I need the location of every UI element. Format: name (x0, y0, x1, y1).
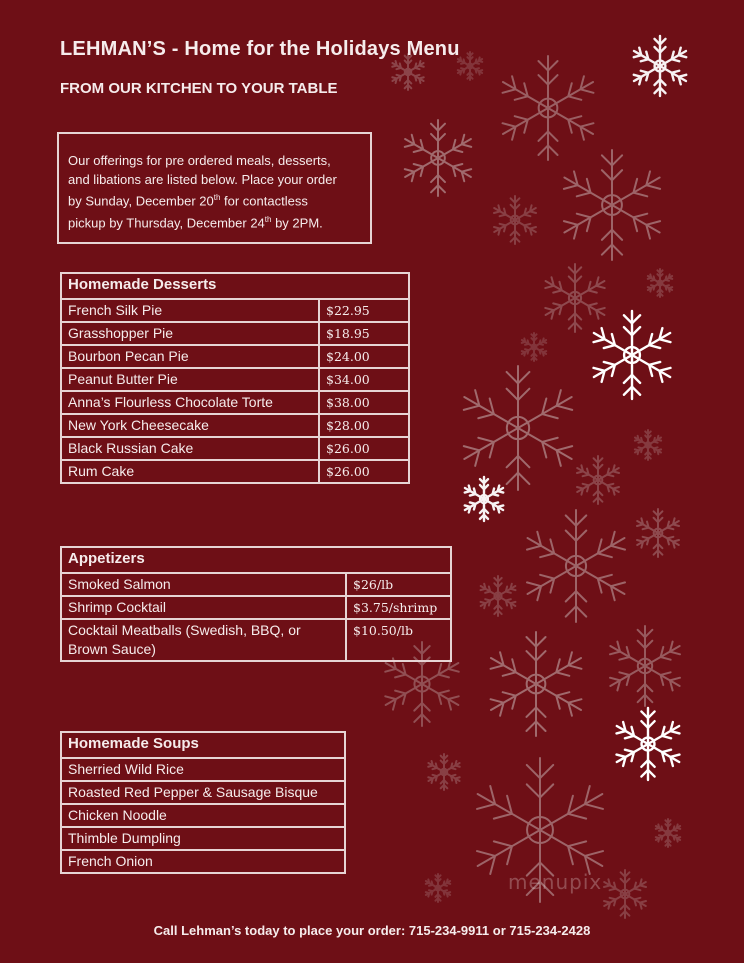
desserts-heading: Homemade Desserts (61, 273, 409, 299)
snowflake-icon (648, 269, 672, 297)
menu-item-price: $18.95 (319, 322, 409, 345)
menu-item-price: $26.00 (319, 437, 409, 460)
menu-item-row (61, 345, 409, 368)
menu-item-row (61, 619, 451, 661)
snowflake-icon (617, 708, 680, 780)
menu-item-row (61, 299, 409, 322)
snowflake-icon (464, 366, 572, 490)
menu-item-name: Chicken Noodle (61, 804, 345, 827)
menu-item-name: Bourbon Pecan Pie (61, 345, 319, 368)
menu-item-row (61, 804, 345, 827)
snowflake-icon (405, 120, 471, 196)
desserts-table (60, 272, 410, 484)
menu-item-row (61, 781, 345, 804)
snowflake-icon (634, 36, 686, 96)
menu-item-name: French Silk Pie (61, 299, 319, 322)
menu-item-row (61, 368, 409, 391)
page-title: LEHMAN’S - Home for the Holidays Menu (60, 38, 460, 60)
snowflake-icon (637, 509, 679, 557)
menu-item-price: $26.00 (319, 460, 409, 483)
menu-item-name: Grasshopper Pie (61, 322, 319, 345)
snowflake-icon (491, 632, 582, 736)
snowflake-icon (494, 196, 536, 244)
menu-item-price: $24.00 (319, 345, 409, 368)
snowflake-icon (577, 456, 619, 504)
snowflake-icon (503, 56, 594, 160)
menu-item-row (61, 460, 409, 483)
snowflake-icon (656, 819, 680, 847)
menu-item-price: $26/lb (346, 573, 451, 596)
menu-item-row (61, 758, 345, 781)
menu-item-price: $22.95 (319, 299, 409, 322)
notice-line: Our offerings for pre ordered meals, desserts, (68, 153, 331, 168)
snowflake-icon (564, 150, 660, 260)
appetizers-heading: Appetizers (61, 547, 451, 573)
snowflake-icon (522, 333, 546, 361)
snowflake-icon (428, 754, 459, 790)
snowflake-icon (610, 626, 680, 706)
menu-item-name: Shrimp Cocktail (61, 596, 346, 619)
menu-item-name: New York Cheesecake (61, 414, 319, 437)
menu-item-row (61, 322, 409, 345)
menu-item-row (61, 827, 345, 850)
menu-item-row (61, 437, 409, 460)
page-subtitle: FROM OUR KITCHEN TO YOUR TABLE (60, 80, 338, 97)
snowflake-icon (426, 874, 450, 902)
menu-item-name: Cocktail Meatballs (Swedish, BBQ, or Brown Sauce) (61, 619, 346, 661)
snowflake-icon (545, 264, 604, 332)
soups-rows (61, 758, 345, 873)
snowflake-icon (635, 430, 661, 460)
soups-table (60, 731, 346, 874)
menu-item-price: $38.00 (319, 391, 409, 414)
menu-item-name: Thimble Dumpling (61, 827, 345, 850)
watermark-logo: menupix (508, 870, 603, 894)
menu-item-name: Smoked Salmon (61, 573, 346, 596)
notice-line: pickup by Thursday, December 24th by 2PM. (68, 214, 323, 231)
notice-line: and libations are listed below. Place your order (68, 171, 337, 187)
menu-item-price: $10.50/lb (346, 619, 451, 661)
menu-item-name: Peanut Butter Pie (61, 368, 319, 391)
snowflake-icon (465, 477, 503, 521)
menu-item-price: $34.00 (319, 368, 409, 391)
menu-item-name: Black Russian Cake (61, 437, 319, 460)
snowflake-icon (481, 576, 516, 616)
menu-item-price: $28.00 (319, 414, 409, 437)
menu-item-row (61, 573, 451, 596)
menu-item-row (61, 850, 345, 873)
menu-item-row (61, 414, 409, 437)
appetizers-table (60, 546, 452, 662)
menu-item-name: Rum Cake (61, 460, 319, 483)
notice-line: by Sunday, December 20th for contactless (68, 193, 308, 209)
snowflake-icon (458, 52, 482, 80)
appetizers-rows (61, 573, 451, 661)
snowflake-icon (594, 311, 671, 399)
menu-item-name: Roasted Red Pepper & Sausage Bisque (61, 781, 345, 804)
menu-item-row (61, 391, 409, 414)
desserts-rows (61, 299, 409, 483)
snowflake-icon (604, 870, 646, 918)
menu-item-name: French Onion (61, 850, 345, 873)
menu-item-name: Sherried Wild Rice (61, 758, 345, 781)
soups-heading: Homemade Soups (61, 732, 345, 758)
snowflake-icon (527, 510, 625, 622)
menu-item-price: $3.75/shrimp (346, 596, 451, 619)
menu-item-name: Anna’s Flourless Chocolate Torte (61, 391, 319, 414)
contact-footer: Call Lehman’s today to place your order: 715-234-9911 or 715-234-2428 (153, 923, 591, 938)
menu-item-row (61, 596, 451, 619)
order-notice (57, 132, 372, 244)
